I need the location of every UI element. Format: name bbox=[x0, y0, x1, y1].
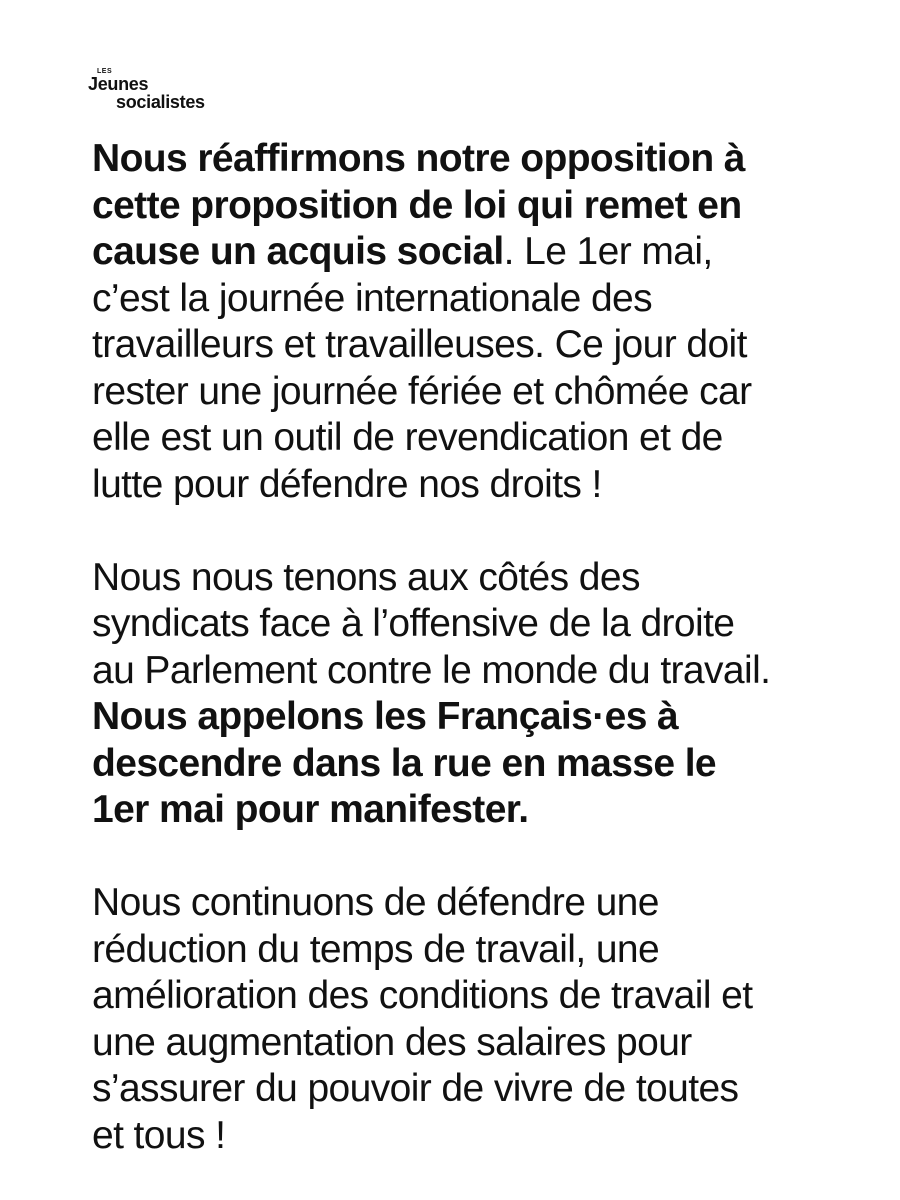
text-line: descendre dans la rue en masse le bbox=[92, 741, 717, 785]
text-line: au Parlement contre le monde du travail. bbox=[92, 648, 771, 692]
text-line: et tous ! bbox=[92, 1113, 226, 1157]
text-line: Nous continuons de défendre une bbox=[92, 881, 659, 924]
text-line: s’assurer du pouvoir de vivre de toutes bbox=[92, 1067, 739, 1110]
text-line: cette proposition de loi qui remet en bbox=[92, 183, 742, 227]
text-line: syndicats face à l’offensive de la droite bbox=[92, 602, 735, 645]
text-line: c’est la journée internationale des bbox=[92, 276, 653, 320]
paragraph-syndicats bbox=[92, 555, 832, 834]
paragraph-revendications bbox=[92, 880, 832, 1159]
text-line: Nous appelons les Français·es à bbox=[92, 695, 679, 738]
logo-les-text: LES bbox=[97, 68, 113, 75]
statement-text bbox=[92, 136, 832, 1159]
jeunes-socialistes-logo bbox=[88, 68, 278, 116]
text-line bbox=[92, 229, 832, 276]
text-line: réduction du temps de travail, une bbox=[92, 927, 660, 971]
text-line: rester une journée fériée et chômée car bbox=[92, 369, 752, 413]
text-line: lutte pour défendre nos droits ! bbox=[92, 462, 602, 506]
text-line: Nous réaffirmons notre opposition à bbox=[92, 137, 745, 180]
bold-phrase: cause un acquis social bbox=[92, 230, 504, 273]
logo-socialistes-text: socialistes bbox=[116, 92, 205, 112]
text-line: 1er mai pour manifester. bbox=[92, 788, 529, 831]
logo-jeunes-text: Jeunes bbox=[88, 74, 149, 94]
text-line: Nous nous tenons aux côtés des bbox=[92, 555, 640, 599]
text-span: . Le 1er mai, bbox=[503, 230, 713, 273]
text-line: elle est un outil de revendication et de bbox=[92, 416, 723, 459]
text-line: travailleurs et travailleuses. Ce jour doit bbox=[92, 323, 747, 366]
paragraph-opposition bbox=[92, 136, 832, 508]
text-line: amélioration des conditions de travail et bbox=[92, 974, 753, 1017]
text-line: une augmentation des salaires pour bbox=[92, 1020, 692, 1064]
